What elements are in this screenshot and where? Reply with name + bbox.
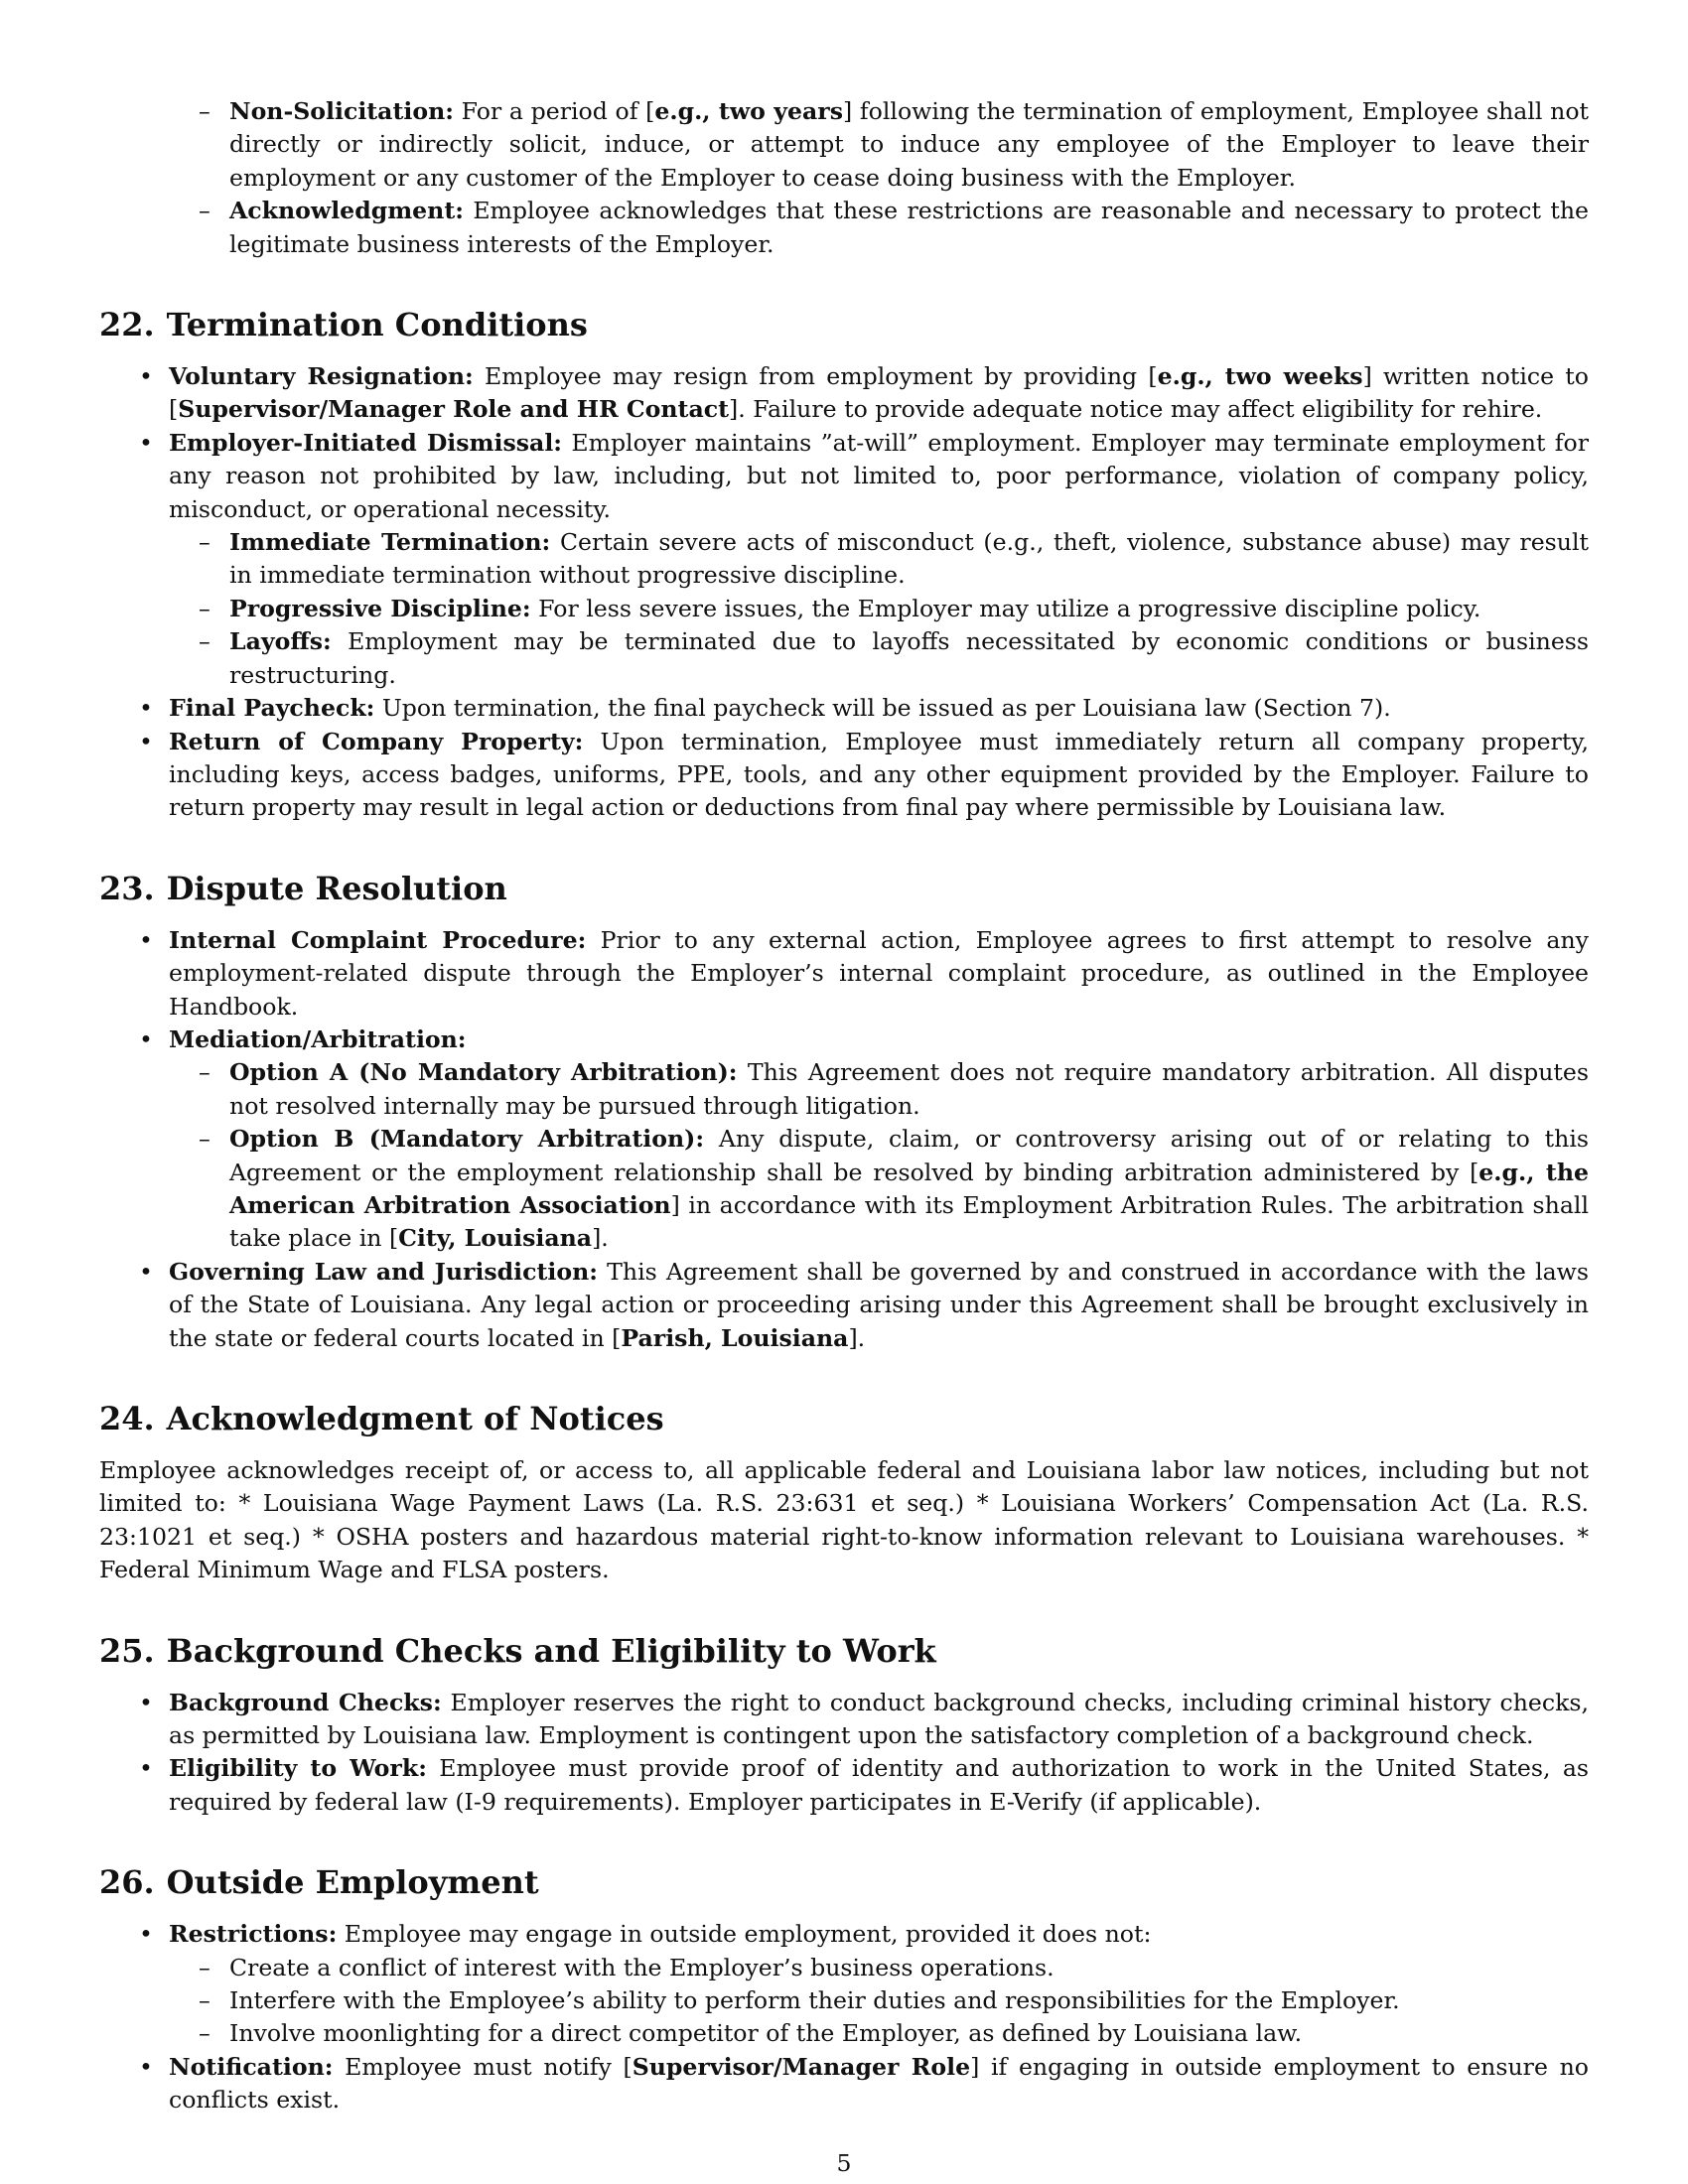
section-title: Background Checks and Eligibility to Work [166,1631,936,1670]
item-label: Background Checks: [169,1688,442,1716]
section-number: 22. [99,306,155,344]
termination-list [99,360,1589,825]
item-text: This Agreement does not require mandatory arbitration. All disputes not resolved internally may be pursued through litigation. [229,1058,1589,1120]
item-label: Voluntary Resignation: [169,362,474,391]
section-heading-25 [99,1631,1589,1671]
placeholder-text: City, Louisiana [398,1224,593,1253]
item-label: Internal Complaint Procedure: [169,925,587,954]
sub-list-item [169,1123,1589,1256]
list-item [99,1752,1589,1819]
section-heading-26 [99,1862,1589,1902]
item-text: ]. [592,1224,609,1253]
item-text: For less severe issues, the Employer may utilize a progressive discipline policy. [530,594,1481,622]
dispute-list [99,924,1589,1355]
restrictive-covenants-list [99,95,1589,261]
item-label: Restrictions: [169,1920,338,1949]
document-page [99,95,1589,2117]
section-number: 26. [99,1863,155,1902]
outside-employment-list [99,1918,1589,2116]
list-item [99,427,1589,692]
item-label: Progressive Discipline: [229,594,531,622]
sub-list-item: – Interfere with the Employee’s ability to perform their duties and responsibilities for the Employer. [169,1984,1589,2017]
section-number: 24. [99,1400,155,1437]
list-item [99,195,1589,261]
item-label: Option A (No Mandatory Arbitration): [229,1058,738,1087]
item-text: ]. Failure to provide adequate notice may affect eligibility for rehire. [729,395,1543,424]
section-number: 25. [99,1631,155,1670]
placeholder-text: Parish, Louisiana [621,1323,849,1352]
item-text: This Agreement shall be governed by and construed in accordance with the laws of the State of Louisiana. Any legal action or proceeding arising under this Agreement shall be brought exclusively in the state or federal courts located in [ [169,1257,1589,1352]
sub-list-item [169,625,1589,692]
sub-list-item: – Involve moonlighting for a direct competitor of the Employer, as defined by Louisiana law. [169,2017,1589,2050]
list-item [99,1918,1589,2051]
item-text: Upon termination, Employee must immediately return all company property, including keys, access badges, uniforms, PPE, tools, and any other equipment provided by the Employer. Failure to return property may result in legal action or deductions from final pay where permissible by Louisiana law. [169,727,1589,822]
sub-list [169,1056,1589,1255]
item-text: Employee must notify [ [333,2052,633,2081]
item-text: ] following the termination of employment, Employee shall not directly or indirectly solicit, induce, or attempt to induce any employee of the Employer to leave their employment or any customer of the Employer to cease doing business with the Employer. [229,97,1590,192]
item-label: Immediate Termination: [229,528,551,557]
section-number: 23. [99,869,155,907]
placeholder-text: e.g., the American Arbitration Association [229,1158,1589,1219]
list-item [99,1687,1589,1753]
item-label: Final Paycheck: [169,694,375,723]
item-label: Acknowledgment: [229,197,464,225]
item-label: Non-Solicitation: [229,97,454,125]
list-item [99,1256,1589,1355]
sub-list-item [169,526,1589,593]
section-title: Acknowledgment of Notices [166,1400,664,1437]
placeholder-text: e.g., two years [654,97,844,125]
page-number: 5 [836,2149,852,2177]
item-text: ] written notice to [ [169,362,1589,424]
item-label: Layoffs: [229,627,332,656]
item-label: Employer-Initiated Dismissal: [169,428,563,457]
item-text: ]. [848,1323,866,1352]
section-title: Dispute Resolution [166,869,507,907]
section-title: Termination Conditions [166,306,588,344]
placeholder-text: Supervisor/Manager Role and HR Contact [178,395,730,424]
sub-list-item: – Create a conflict of interest with the Employer’s business operations. [169,1952,1589,1984]
item-text: For a period of [ [453,97,655,125]
item-label: Return of Company Property: [169,727,584,755]
item-text: ] if engaging in outside employment to ensure no conflicts exist. [169,2052,1589,2115]
item-text: Certain severe acts of misconduct (e.g., theft, violence, substance abuse) may result in immediate termination without progressive discipline. [229,528,1589,590]
list-item [99,1024,1589,1256]
placeholder-text: Supervisor/Manager Role [632,2052,971,2081]
sub-list [169,526,1589,692]
notices-paragraph: Employee acknowledges receipt of, or access to, all applicable federal and Louisiana labor law notices, including but not limited to: * Louisiana Wage Payment Laws (La. R.S. 23:631 et seq.) * Louisiana Workers’ Compensation Act (La. R.S. 23:1021 et seq.) * OSHA posters and hazardous material right-to-know information relevant to Louisiana warehouses. * Federal Minimum Wage and FLSA posters. [99,1456,1589,1584]
list-item [99,2051,1589,2117]
item-label: Eligibility to Work: [169,1754,427,1783]
section-heading-24 [99,1399,1589,1438]
item-text: Employer reserves the right to conduct background checks, including criminal history checks, as permitted by Louisiana law. Employment is contingent upon the satisfactory completion of a background check. [169,1688,1589,1750]
item-text: Prior to any external action, Employee agrees to first attempt to resolve any employment-related dispute through the Employer’s internal complaint procedure, as outlined in the Employee Handbook. [169,925,1589,1021]
list-item [99,726,1589,825]
item-text: ] in accordance with its Employment Arbitration Rules. The arbitration shall take place in [ [229,1190,1589,1253]
item-text: Employee acknowledges that these restrictions are reasonable and necessary to protect the legitimate business interests of the Employer. [229,197,1589,258]
item-text: Employee may resign from employment by providing [ [473,362,1158,391]
sub-list [169,1952,1589,2051]
item-text: Any dispute, claim, or controversy arising out of or relating to this Agreement or the employment relationship shall be resolved by binding arbitration administered by [ [229,1125,1589,1186]
list-item [99,95,1589,195]
item-label: Notification: [169,2052,334,2081]
item-text: Upon termination, the final paycheck will be issued as per Louisiana law (Section 7). [374,694,1391,723]
item-label: Option B (Mandatory Arbitration): [229,1125,705,1154]
list-item [99,924,1589,1024]
item-text: Employee must provide proof of identity and authorization to work in the United States, as required by federal law (I-9 requirements). Employer participates in E-Verify (if applicable). [169,1754,1589,1816]
list-item [99,692,1589,725]
item-label: Governing Law and Jurisdiction: [169,1257,598,1286]
item-text: Employee may engage in outside employment, provided it does not: [337,1920,1152,1949]
placeholder-text: e.g., two weeks [1157,362,1363,391]
sub-list-item [169,1056,1589,1123]
section-title: Outside Employment [166,1863,539,1902]
section-heading-22 [99,305,1589,344]
item-text: Employment may be terminated due to layoffs necessitated by economic conditions or business restructuring. [229,627,1589,689]
section-heading-23 [99,869,1589,908]
list-item [99,360,1589,427]
item-label: Mediation/Arbitration: [169,1024,467,1053]
item-text: Employer maintains ”at-will” employment. Employer may terminate employment for any reason not prohibited by law, including, but not limited to, poor performance, violation of company policy, misconduct, or operational necessity. [169,428,1590,523]
background-list [99,1687,1589,1820]
sub-list-item [169,593,1589,625]
